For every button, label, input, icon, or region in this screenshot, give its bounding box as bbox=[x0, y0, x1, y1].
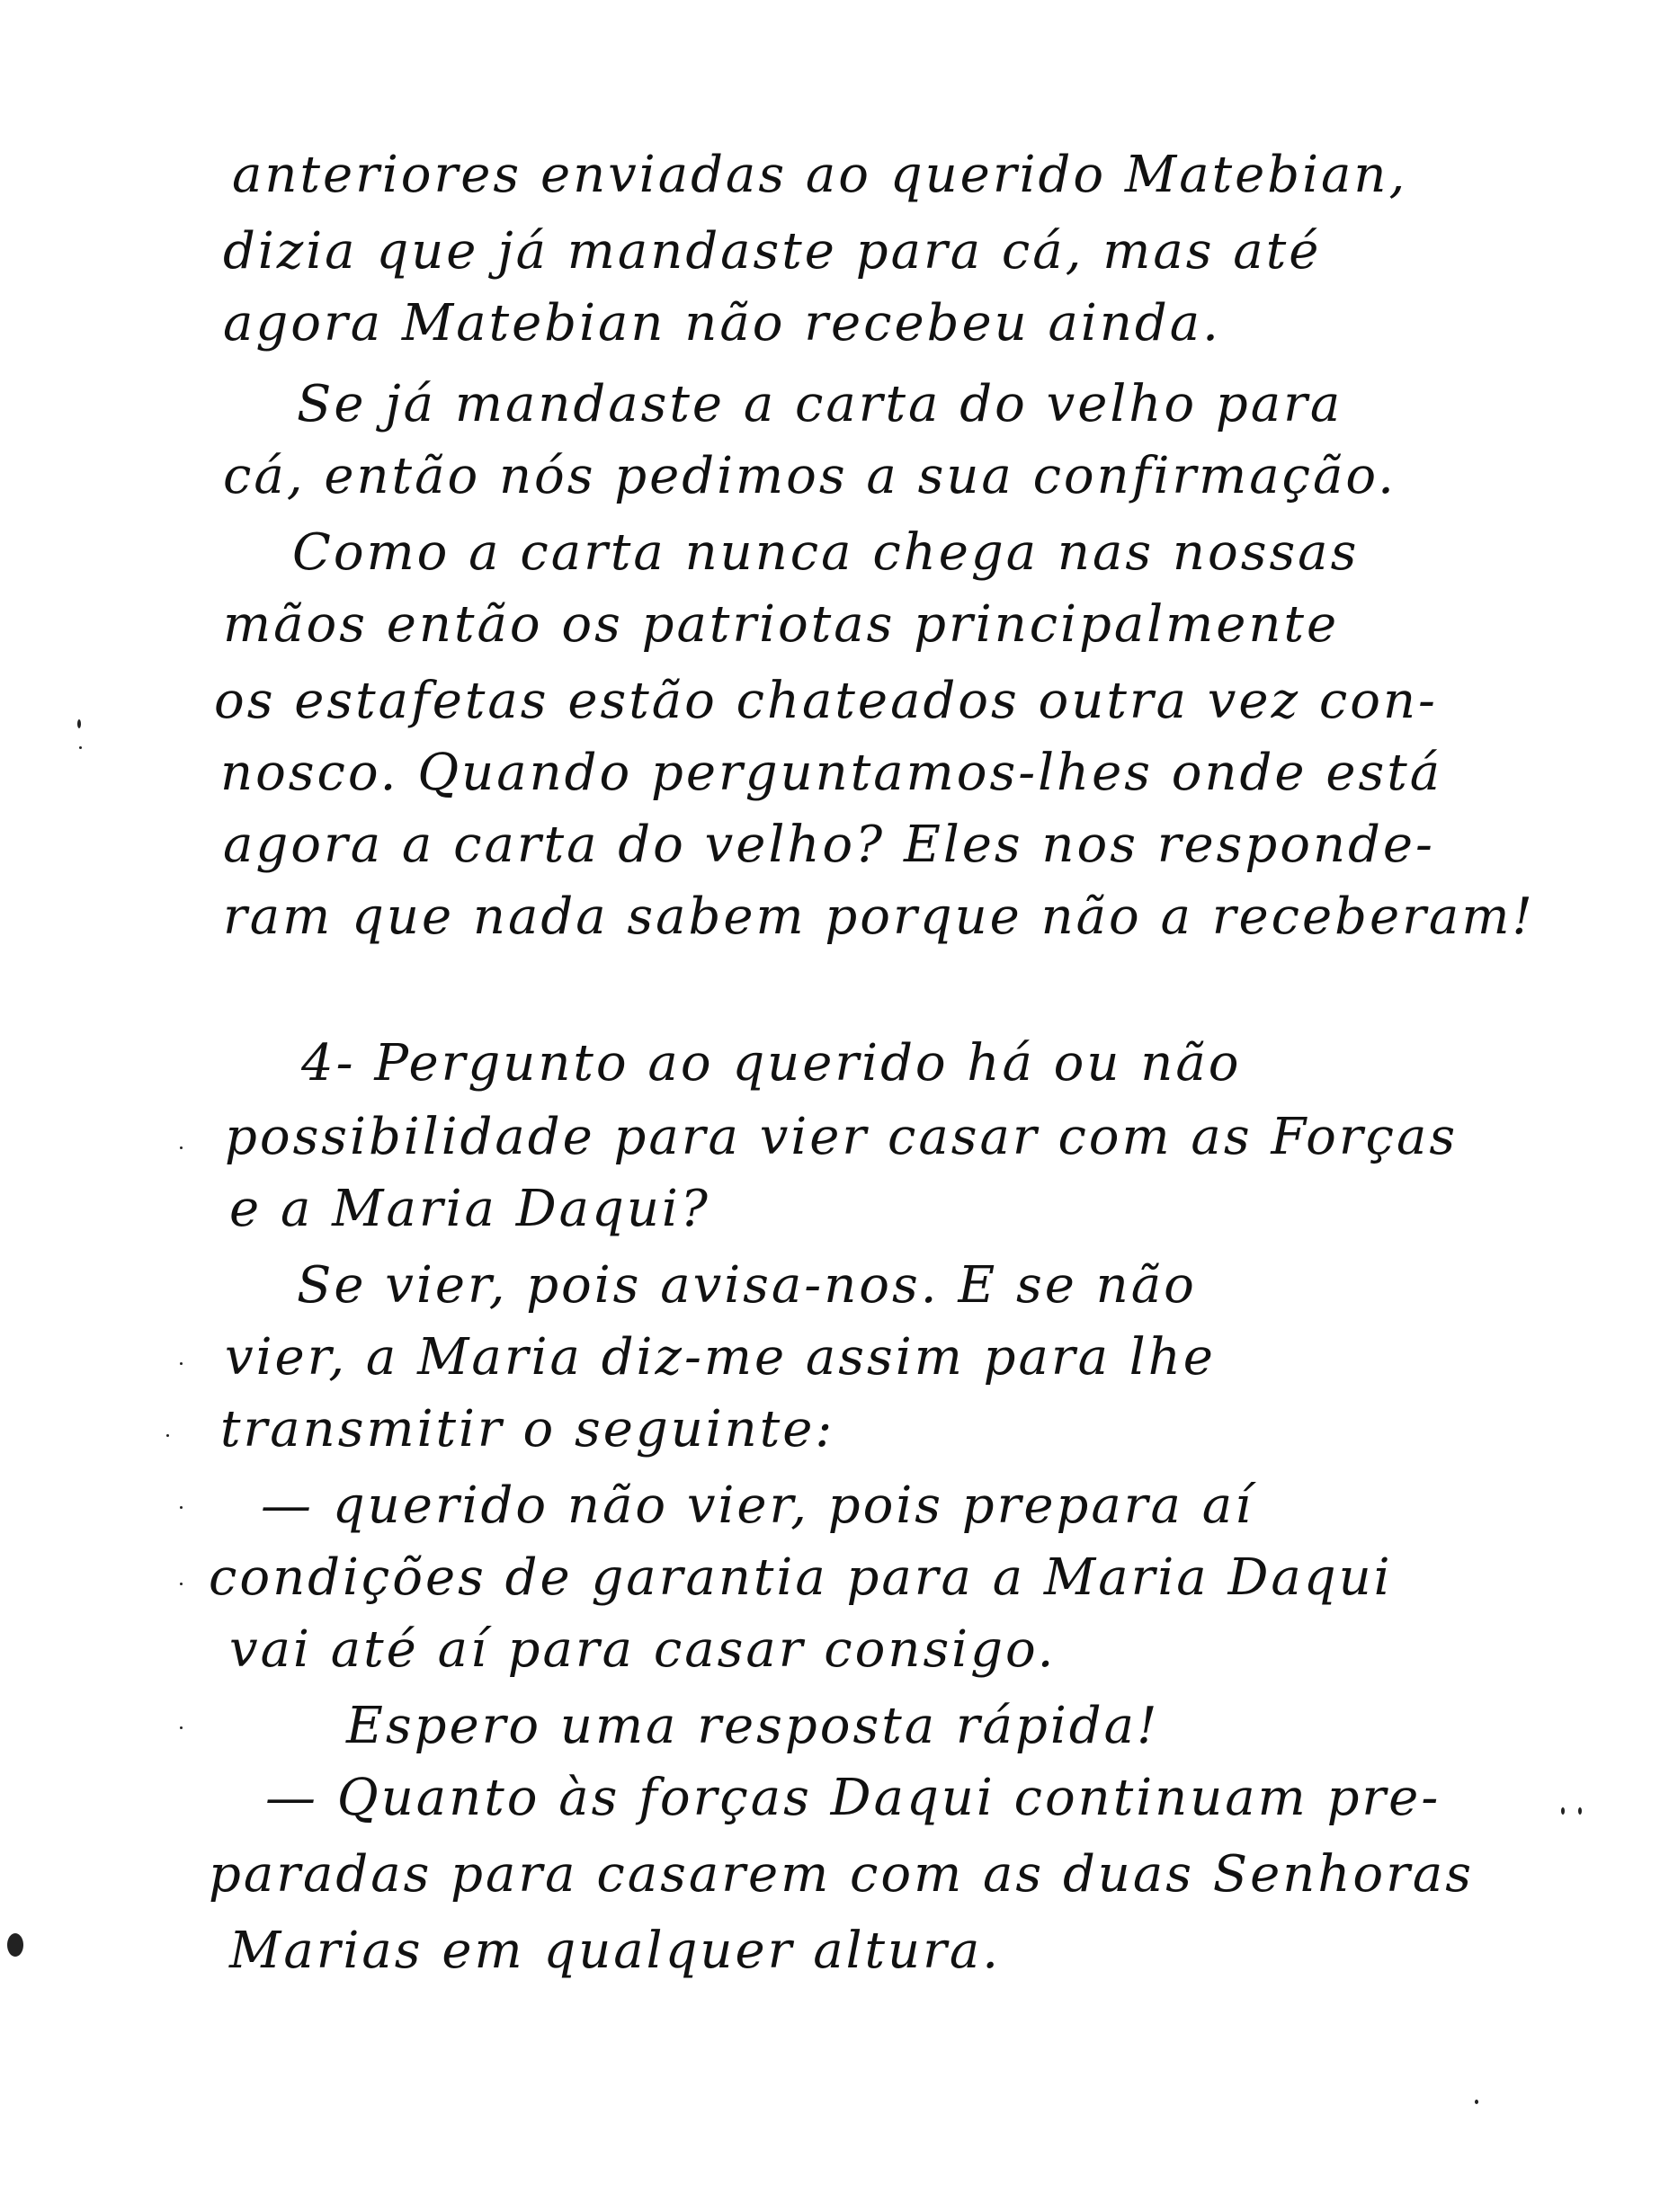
scan-speck bbox=[180, 1506, 183, 1509]
scan-speck bbox=[166, 1434, 169, 1437]
scan-speck bbox=[77, 719, 81, 728]
letter-line: — querido não vier, pois prepara aí bbox=[261, 1476, 1254, 1535]
letter-line: mãos então os patriotas principalmente bbox=[223, 595, 1340, 654]
letter-line: cá, então nós pedimos a sua confirmação. bbox=[223, 447, 1397, 505]
letter-line: Como a carta nunca chega nas nossas bbox=[292, 523, 1360, 582]
scan-speck bbox=[7, 1933, 23, 1957]
letter-line: Marias em qualquer altura. bbox=[229, 1922, 1002, 1980]
letter-line: vai até aí para casar consigo. bbox=[229, 1620, 1057, 1679]
letter-line: agora Matebian não recebeu ainda. bbox=[223, 294, 1221, 352]
letter-line: vier, a Maria diz-me assim para lhe bbox=[225, 1328, 1216, 1387]
letter-line: — Quanto às forças Daqui continuam pre- bbox=[265, 1769, 1441, 1827]
scan-speck bbox=[180, 1583, 183, 1585]
letter-line: condições de garantia para a Maria Daqui bbox=[209, 1548, 1393, 1607]
scan-speck bbox=[180, 1146, 183, 1149]
letter-line: os estafetas estão chateados outra vez con- bbox=[214, 672, 1438, 730]
letter-line: paradas para casarem com as duas Senhoras bbox=[209, 1845, 1475, 1904]
letter-line: e a Maria Daqui? bbox=[229, 1180, 710, 1238]
letter-line: agora a carta do velho? Eles nos responde- bbox=[223, 816, 1435, 874]
letter-line: dizia que já mandaste para cá, mas até bbox=[223, 222, 1322, 281]
scan-speck bbox=[1578, 1807, 1582, 1815]
letter-line: Espero uma resposta rápida! bbox=[346, 1697, 1160, 1755]
letter-line: Se vier, pois avisa-nos. E se não bbox=[297, 1256, 1197, 1315]
letter-line: nosco. Quando perguntamos-lhes onde está bbox=[220, 744, 1443, 802]
letter-line: possibilidade para vier casar com as Forças bbox=[225, 1108, 1459, 1166]
letter-line: 4- Pergunto ao querido há ou não bbox=[301, 1034, 1242, 1093]
scan-speck bbox=[180, 1726, 183, 1729]
letter-line: Se já mandaste a carta do velho para bbox=[297, 375, 1343, 433]
letter-line: transmitir o seguinte: bbox=[220, 1400, 835, 1458]
letter-line: anteriores enviadas ao querido Matebian, bbox=[232, 146, 1408, 204]
letter-line: ram que nada sabem porque não a receberam! bbox=[223, 887, 1535, 946]
scan-speck bbox=[1561, 1807, 1565, 1815]
scan-speck bbox=[180, 1362, 183, 1365]
scan-speck bbox=[1475, 2100, 1478, 2104]
scan-speck bbox=[79, 746, 82, 749]
